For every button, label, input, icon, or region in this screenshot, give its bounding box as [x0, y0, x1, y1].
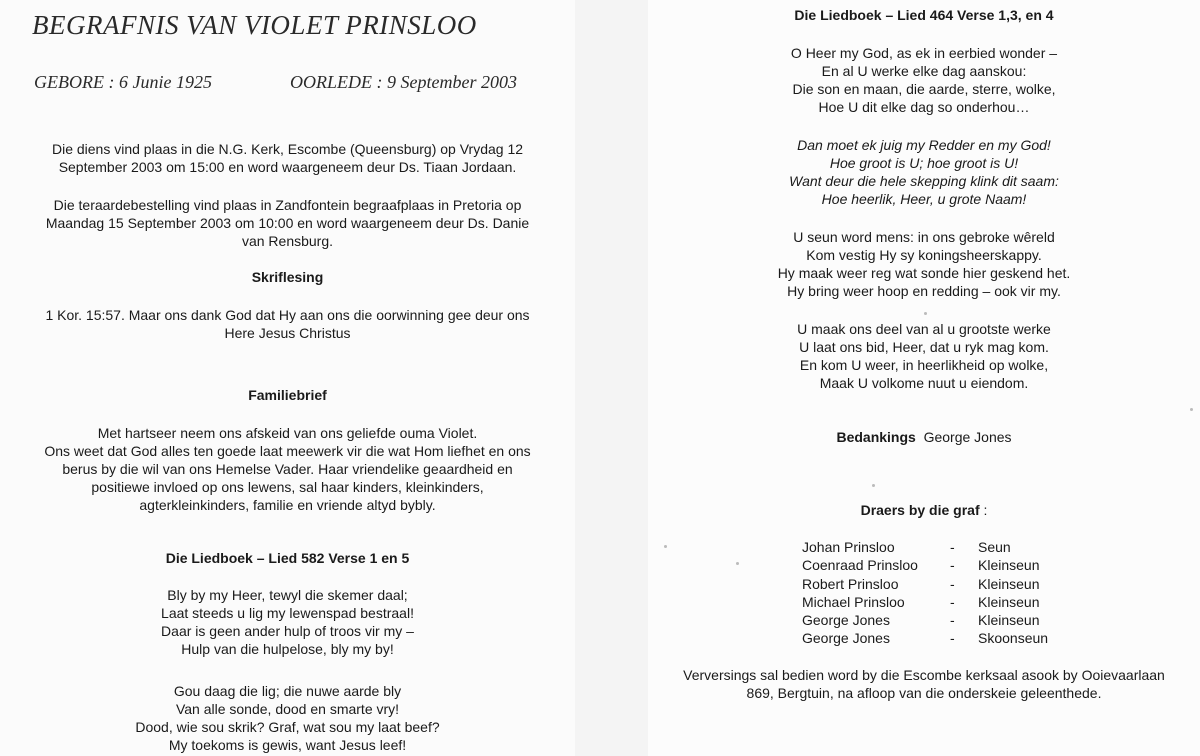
bearer-dash: - — [950, 539, 955, 555]
death-date: OORLEDE : 9 September 2003 — [290, 72, 517, 92]
bearer-name: Robert Prinsloo — [802, 575, 899, 592]
text-line: Maandag 15 September 2003 om 10:00 en word waargeneem deur Ds. Danie — [45, 215, 530, 231]
scan-speck — [1190, 408, 1193, 411]
burial-paragraph — [0, 196, 575, 250]
list-item — [802, 556, 1098, 574]
family-letter-text — [0, 424, 575, 514]
text-line: Die diens vind plaas in die N.G. Kerk, Escombe (Queensburg) op Vrydag 12 — [51, 141, 524, 157]
bearer-dash: - — [950, 612, 955, 629]
text-line: berus by die wil van ons Hemelse Vader. Haar vriendelike geaardheid en — [62, 461, 513, 477]
hymn-582-verse-1 — [0, 586, 575, 658]
list-item — [802, 629, 1098, 647]
hymn-582-verse-5 — [0, 682, 575, 754]
text-line: Met hartseer neem ons afskeid van ons geliefde ouma Violet. — [97, 425, 478, 441]
verse-line: En kom U weer, in heerlikheid op wolke, — [799, 357, 1049, 373]
verse-line: Hoe heerlik, Heer, u grote Naam! — [821, 191, 1027, 207]
bearer-relation: Kleinseun — [978, 557, 1040, 574]
text-line: agterkleinkinders, familie en vriende altyd bybly. — [139, 497, 436, 513]
verse-line: U maak ons deel van al u grootste werke — [797, 321, 1051, 337]
verse-line: Hulp van die hulpelose, bly my by! — [181, 641, 394, 657]
hymn-464-heading: Die Liedboek – Lied 464 Verse 1,3, en 4 — [794, 7, 1054, 23]
bearer-name: Coenraad Prinsloo — [802, 557, 918, 574]
verse-line: En al U werke elke dag aanskou: — [821, 63, 1027, 79]
verse-line: Dood, wie sou skrik? Graf, wat sou my laat beef? — [135, 719, 440, 735]
verse-line: Want deur die hele skepping klink dit saam: — [789, 173, 1059, 189]
list-item — [802, 611, 1098, 629]
bearer-relation: Kleinseun — [978, 593, 1040, 610]
text-line: 1 Kor. 15:57. Maar ons dank God dat Hy aan ons die oorwinning gee deur ons — [45, 307, 530, 323]
verse-line: Dan moet ek juig my Redder en my God! — [797, 137, 1051, 153]
verse-line: Die son en maan, die aarde, sterre, wolke, — [792, 81, 1056, 97]
bearer-dash: - — [950, 575, 955, 592]
bearer-name: Johan Prinsloo — [802, 539, 895, 555]
bearer-relation: Skoonseun — [978, 630, 1049, 647]
text-line: Ons weet dat God alles ten goede laat meewerk vir die wat Hom liefhet en ons — [44, 443, 531, 459]
verse-line: Laat steeds u lig my lewenspad bestraal! — [161, 605, 414, 621]
verse-line: Van alle sonde, dood en smarte vry! — [175, 701, 400, 717]
scan-speck — [924, 312, 927, 315]
verse-line: Daar is geen ander hulp of troos vir my – — [161, 623, 414, 639]
verse-line: O Heer my God, as ek in eerbied wonder – — [790, 45, 1058, 61]
text-line: 869, Bergtuin, na afloop van die onderskeie geleenthede. — [746, 685, 1102, 701]
bearer-dash: - — [950, 557, 955, 574]
pallbearers-heading-text: Draers by die graf — [860, 502, 980, 518]
family-letter-heading: Familiebrief — [248, 387, 327, 403]
pallbearers-heading-colon: : — [979, 502, 988, 518]
list-item — [802, 538, 1098, 556]
scan-speck — [736, 562, 739, 565]
refreshments-note — [648, 666, 1200, 702]
text-line: Die teraardebestelling vind plaas in Zandfontein begraafplaas in Pretoria op — [53, 197, 522, 213]
scripture-text — [0, 306, 575, 342]
pallbearers-list — [802, 538, 1098, 648]
hymn-464-chorus — [648, 136, 1200, 208]
verse-line: Kom vestig Hy sy koningsheerskappy. — [806, 247, 1042, 263]
bearer-name: George Jones — [802, 630, 890, 647]
acknowledgements — [648, 428, 1200, 446]
pallbearers-heading — [648, 501, 1200, 519]
bearer-dash: - — [950, 630, 955, 647]
hymn-464-verse-3 — [648, 228, 1200, 300]
verse-line: U laat ons bid, Heer, dat u ryk mag kom. — [799, 339, 1049, 355]
verse-line: My toekoms is gewis, want Jesus leef! — [168, 737, 407, 753]
list-item — [802, 575, 1098, 593]
bearer-name: Michael Prinsloo — [802, 593, 905, 610]
bearer-relation: Seun — [978, 539, 1011, 555]
text-line: Verversings sal bedien word by die Escombe kerksaal asook by Ooievaarlaan — [683, 667, 1165, 683]
verse-line: U seun word mens: in ons gebroke wêreld — [793, 229, 1055, 245]
scan-speck — [872, 484, 875, 487]
verse-line: Hy maak weer reg wat sonde hier geskend het. — [777, 265, 1071, 281]
bearer-relation: Kleinseun — [978, 612, 1040, 629]
hymn-582-heading: Die Liedboek – Lied 582 Verse 1 en 5 — [165, 550, 410, 566]
text-line: September 2003 om 15:00 en word waargeneem deur Ds. Tiaan Jordaan. — [58, 159, 517, 175]
verse-line: Hy bring weer hoop en redding – ook vir my. — [787, 283, 1061, 299]
bearer-relation: Kleinseun — [978, 575, 1040, 592]
page-gutter — [575, 0, 648, 756]
verse-line: Bly by my Heer, tewyl die skemer daal; — [167, 587, 408, 603]
list-item — [802, 593, 1098, 611]
text-line: van Rensburg. — [241, 233, 334, 249]
bearer-name: George Jones — [802, 612, 890, 629]
scan-speck — [664, 545, 667, 548]
verse-line: Hoe groot is U; hoe groot is U! — [829, 155, 1019, 171]
acknowledgements-name: George Jones — [923, 429, 1012, 445]
acknowledgements-label: Bedankings — [836, 429, 916, 445]
verse-line: Maak U volkome nuut u eiendom. — [819, 375, 1029, 391]
verse-line: Hoe U dit elke dag so onderhou… — [818, 99, 1030, 115]
birth-date: GEBORE : 6 Junie 1925 — [34, 72, 212, 92]
service-paragraph — [0, 140, 575, 176]
text-line: Here Jesus Christus — [224, 325, 351, 341]
text-line: positiewe invloed op ons lewens, sal haar kinders, kleinkinders, — [91, 479, 484, 495]
verse-line: Gou daag die lig; die nuwe aarde bly — [173, 683, 402, 699]
hymn-464-verse-1 — [648, 44, 1200, 116]
hymn-464-verse-4 — [648, 320, 1200, 392]
bearer-dash: - — [950, 593, 955, 610]
page-title: BEGRAFNIS VAN VIOLET PRINSLOO — [32, 10, 477, 40]
scripture-heading: Skriflesing — [251, 269, 324, 285]
